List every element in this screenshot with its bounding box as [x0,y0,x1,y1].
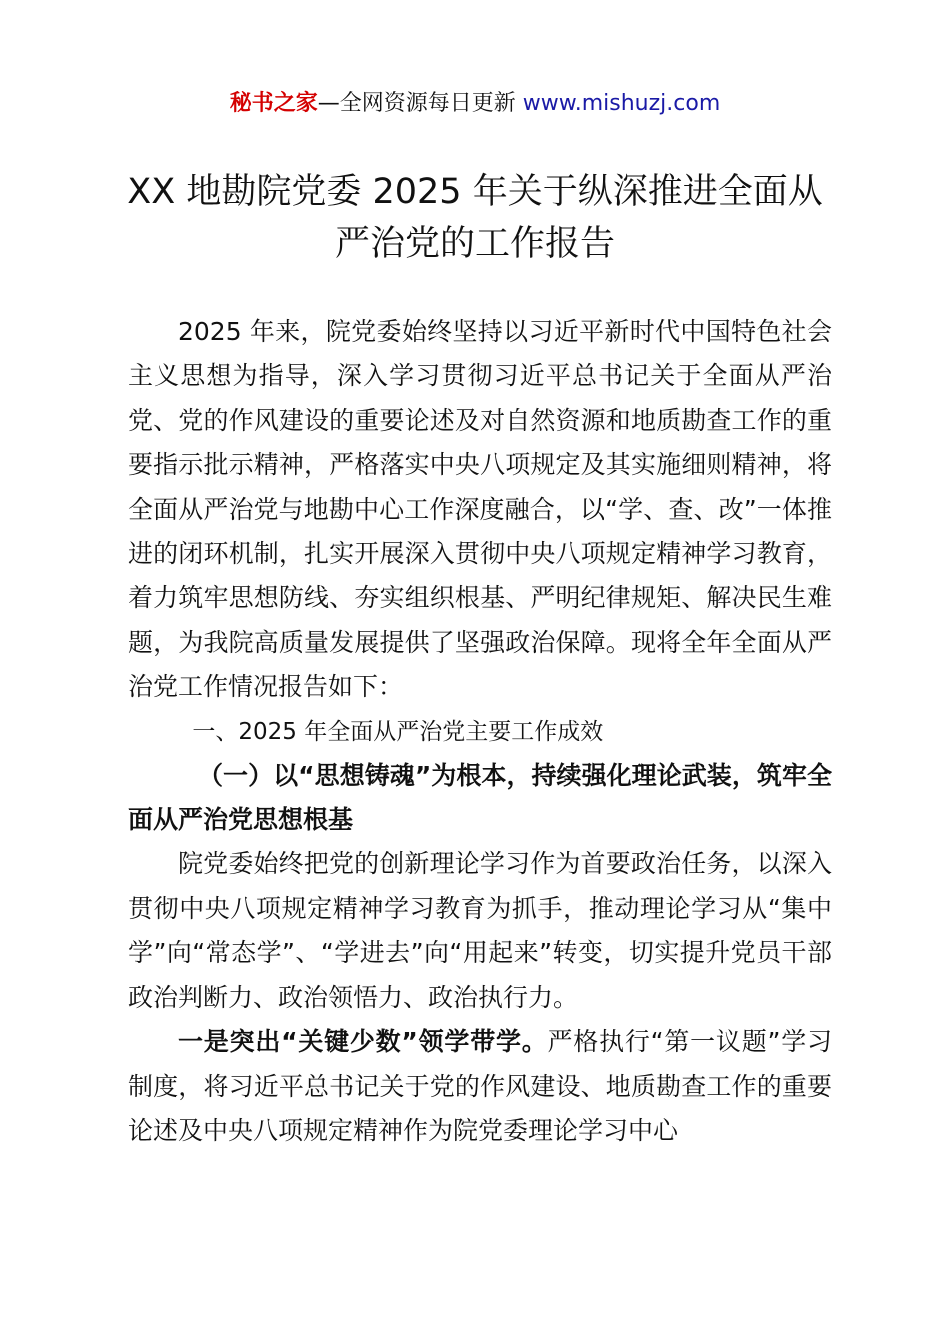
document-body [128,310,832,1153]
site-tagline: —全网资源每日更新 [317,91,516,116]
point-1-paragraph [128,1020,832,1153]
point-1-text: 严格执行“第一议题”学习制度，将习近平总书记关于党的作风建设、地质勘查工作的重要论述及中央八项规定精神作为院党委理论学习中心 [128,1027,832,1145]
brand-name: 秘书之家 [229,91,318,116]
title-line-1: XX 地勘院党委 2025 年关于纵深推进全面从 [127,172,823,212]
subsection-1-paragraph: 院党委始终把党的创新理论学习作为首要政治任务，以深入贯彻中央八项规定精神学习教育为抓手，推动理论学习从“集中学”向“常态学”、“学进去”向“用起来”转变，切实提升党员干部政治判断力、政治领悟力、政治执行力。 [128,849,832,1012]
document-title [110,166,840,270]
title-line-2: 严治党的工作报告 [334,224,615,264]
point-1-lead: 一是突出“关键少数”领学带学。 [178,1027,548,1057]
site-header [0,88,950,120]
section-1-heading: 一、2025 年全面从严治党主要工作成效 [192,718,604,745]
site-url-link[interactable]: www.mishuzj.com [522,91,721,116]
subsection-1-heading: （一）以“思想铸魂”为根本，持续强化理论武装，筑牢全面从严治党思想根基 [128,760,832,835]
intro-paragraph: 2025 年来，院党委始终坚持以习近平新时代中国特色社会主义思想为指导，深入学习贯彻习近平总书记关于全面从严治党、党的作风建设的重要论述及对自然资源和地质勘查工作的重要指示批示精神，严格落实中央八项规定及其实施细则精神，将全面从严治党与地勘中心工作深度融合，以“学、查、改”一体推进的闭环机制，扎实开展深入贯彻中央八项规定精神学习教育，着力筑牢思想防线、夯实组织根基、严明纪律规矩、解决民生难题，为我院高质量发展提供了坚强政治保障。现将全年全面从严治党工作情况报告如下： [128,317,832,702]
